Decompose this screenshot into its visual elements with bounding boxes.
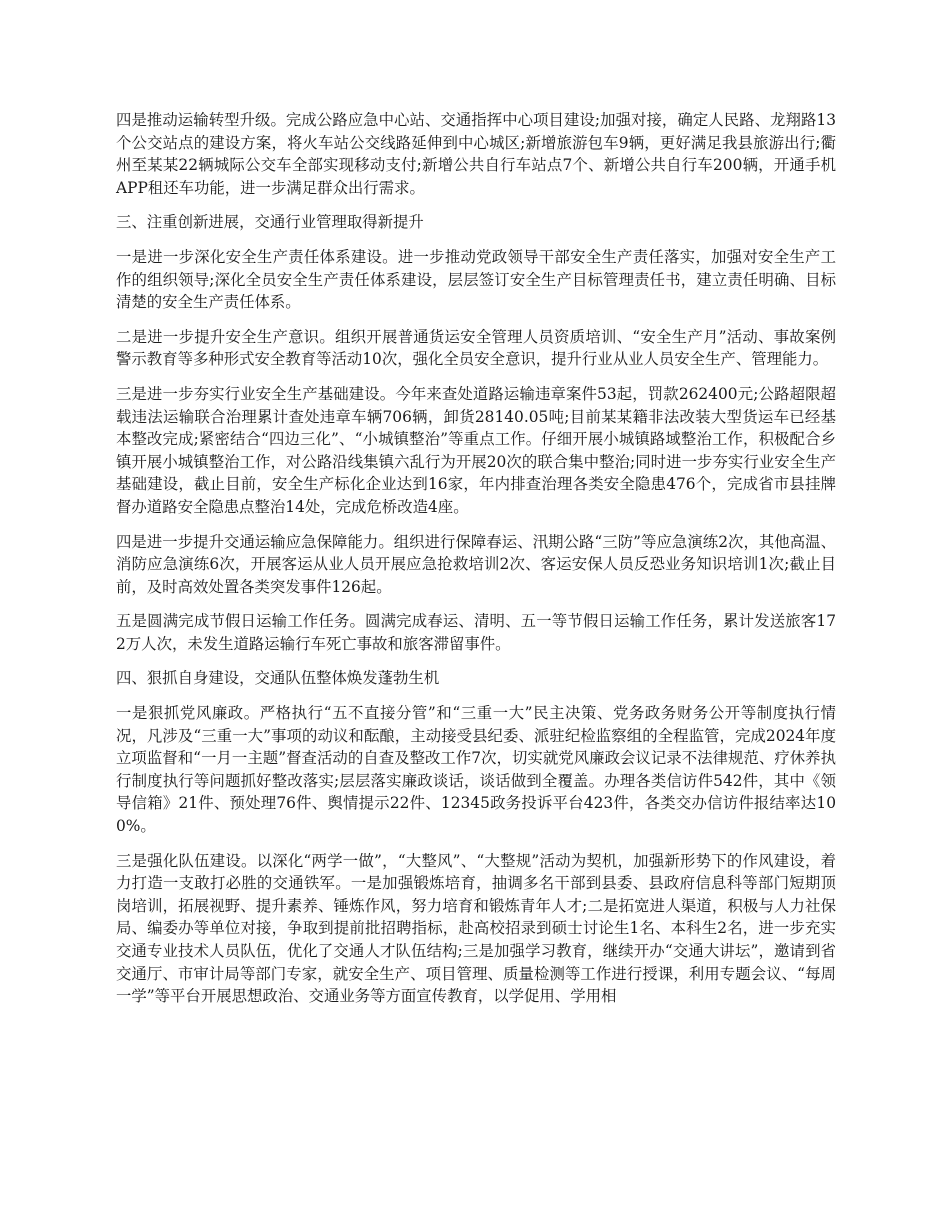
section-heading-4: 四、狠抓自身建设，交通队伍整体焕发蓬勃生机: [116, 669, 440, 688]
paragraph-emergency-capability: 四是进一步提升交通运输应急保障能力。组织进行保障春运、汛期公路“三防”等应急演练2次，其他高温、消防应急演练6次，开展客运从业人员开展应急抢救培训2次、客运安保人员反恐业务知识培训1次;截止目前，及时高效处置各类突发事件126起。: [116, 532, 836, 596]
paragraph-team-building: 三是强化队伍建设。以深化“两学一做”，“大整风”、“大整规”活动为契机，加强新形势下的作风建设，着力打造一支敢打必胜的交通铁军。一是加强锻炼培育，抽调多名干部到县委、县政府信息科等部门短期顶岗培训，拓展视野、提升素养、锤炼作风，努力培育和锻炼青年人才;二是拓宽进人渠道，积极与人力社保局、编委办等单位对接，争取到提前批招聘指标，赴高校招录到硕士讨论生1名、本科生2名，进一步充实交通专业技术人员队伍，优化了交通人才队伍结构;三是加强学习教育，继续开办“交通大讲坛”，邀请到省交通厅、市审计局等部门专家，就安全生产、项目管理、质量检测等工作进行授课，利用专题会议、“每周一学”等平台开展思想政治、交通业务等方面宣传教育，以学促用、学用相: [116, 851, 836, 1006]
paragraph-safety-responsibility: 一是进一步深化安全生产责任体系建设。进一步推动党政领导干部安全生产责任落实，加强对安全生产工作的组织领导;深化全员安全生产责任体系建设，层层签订安全生产目标管理责任书，建立责任明确、目标清楚的安全生产责任体系。: [116, 247, 836, 312]
paragraph-safety-awareness: 二是进一步提升安全生产意识。组织开展普通货运安全管理人员资质培训、“安全生产月”活动、事故案例警示教育等多种形式安全教育等活动10次，强化全员安全意识，提升行业从业人员安全生产、管理能力。: [116, 327, 836, 369]
section-heading-3: 三、注重创新进展，交通行业管理取得新提升: [116, 213, 424, 232]
paragraph-safety-foundation: 三是进一步夯实行业安全生产基础建设。今年来查处道路运输违章案件53起，罚款262400元;公路超限超载违法运输联合治理累计查处违章车辆706辆，卸货28140.05吨;目前某某籍非法改装大型货运车已经基本整改完成;紧密结合“四边三化”、“小城镇整治”等重点工作。仔细开展小城镇路域整治工作，积极配合乡镇开展小城镇整治工作，对公路沿线集镇六乱行为开展20次的联合集中整治;同时进一步夯实行业安全生产基础建设，截止目前，安全生产标化企业达到16家，年内排查治理各类安全隐患476个，完成省市县挂牌督办道路安全隐患点整治14处，完成危桥改造4座。: [116, 384, 836, 516]
paragraph-party-integrity: 一是狠抓党风廉政。严格执行“五不直接分管”和“三重一大”民主决策、党务政务财务公开等制度执行情况，凡涉及“三重一大”事项的动议和酝酿，主动接受县纪委、派驻纪检监察组的全程监管，完成2024年度立项监督和“一月一主题”督查活动的自查及整改工作7次，切实就党风廉政会议记录不法律规范、疗休养执行制度执行等问题抓好整改落实;层层落实廉政谈话，谈话做到全覆盖。办理各类信访件542件，其中《领导信箱》21件、预处理76件、舆情提示22件、12345政务投诉平台423件，各类交办信访件报结率达100%。: [116, 704, 836, 836]
paragraph-holiday-transport: 五是圆满完成节假日运输工作任务。圆满完成春运、清明、五一等节假日运输工作任务，累计发送旅客172万人次，未发生道路运输行车死亡事故和旅客滞留事件。: [116, 612, 836, 653]
paragraph-transport-upgrade: 四是推动运输转型升级。完成公路应急中心站、交通指挥中心项目建设;加强对接，确定人民路、龙翔路13个公交站点的建设方案，将火车站公交线路延伸到中心城区;新增旅游包车9辆，更好满足我县旅游出行;衢州至某某22辆城际公交车全部实现移动支付;新增公共自行车站点7个、新增公共自行车200辆，开通手机APP租还车功能，进一步满足群众出行需求。: [116, 111, 836, 197]
document-body: [116, 109, 836, 1020]
